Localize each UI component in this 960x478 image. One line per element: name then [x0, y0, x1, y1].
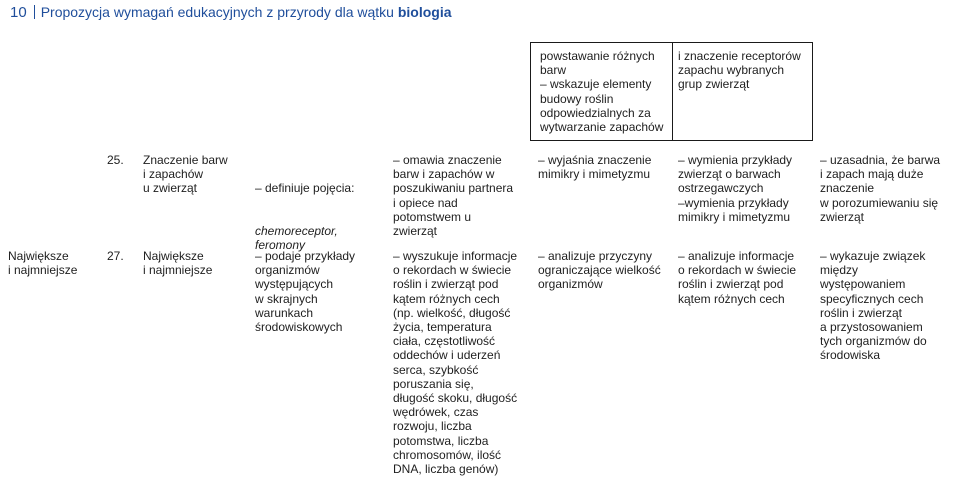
requirement-basic-lead: – definiuje pojęcia: — [255, 181, 355, 196]
requirement-extended: – wyszukuje informacje o rekordach w świecie roślin i zwierząt pod kątem różnych cech (np. wielkość, długość życia, temperatura ciała, częstotliwość oddechów i uderzeń serca, szybkość poruszania się, długość skoku, długość wędrówek, czas rozwoju, liczba potomstwa, liczba chromosomów, ilość DNA, liczba genów) — [393, 249, 518, 477]
lesson-number: 27. — [107, 249, 124, 263]
requirement-basic-terms: chemoreceptor, feromony — [255, 224, 338, 253]
requirement-complementary: – analizuje informacje o rekordach w świecie roślin i zwierząt pod kątem różnych cech — [678, 249, 797, 306]
lesson-topic: Znaczenie barw i zapachów u zwierząt — [143, 153, 228, 196]
continuation-cell-advanced: i znaczenie receptorów zapachu wybranych grup zwierząt — [672, 42, 813, 141]
requirement-basic: – podaje przykłady organizmów występujących w skrajnych warunkach środowiskowych — [255, 249, 356, 335]
page-number: 10 — [10, 3, 27, 21]
page-header — [10, 3, 452, 21]
continuation-cell-outcomes: powstawanie różnych barw – wskazuje elementy budowy roślin odpowiedzialnych za wytwarzanie zapachów — [530, 42, 673, 141]
requirement-expanded: – wyjaśnia znaczenie mimikry i mimetyzmu — [538, 153, 652, 182]
lesson-topic: Największe i najmniejsze — [143, 249, 213, 278]
requirement-expanded: – analizuje przyczyny ograniczające wielkość organizmów — [538, 249, 661, 292]
section-category: Największe i najmniejsze — [8, 249, 78, 278]
requirement-exceeding: – uzasadnia, że barwa i zapach mają duże znaczenie w porozumiewaniu się zwierząt — [820, 153, 941, 224]
header-divider — [34, 5, 35, 19]
lesson-number: 25. — [107, 153, 124, 167]
header-title-subject: biologia — [397, 4, 452, 20]
requirement-complementary: – wymienia przykłady zwierząt o barwach ostrzegawczych –wymienia przykłady mimikry i mimetyzmu — [678, 153, 793, 224]
requirement-exceeding: – wykazuje związek między występowaniem specyficznych cech roślin i zwierząt a przystosowaniem tych organizmów do środowiska — [820, 249, 927, 363]
header-title: Propozycja wymagań edukacyjnych z przyrody dla wątku — [40, 4, 398, 20]
requirement-extended: – omawia znaczenie barw i zapachów w poszukiwaniu partnera i opiece nad potomstwem u zwierząt — [393, 153, 514, 239]
